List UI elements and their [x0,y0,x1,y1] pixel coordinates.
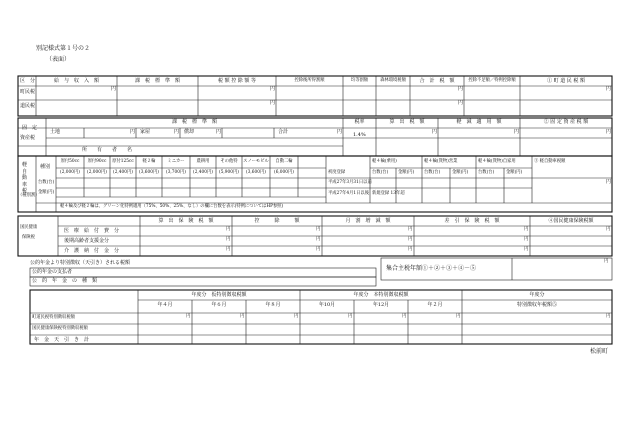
kei-car-side-sub: （種別割） [18,193,40,198]
kei-price-3: (3,600円) [139,170,159,175]
kei-class-3: 軽２輪 [142,159,156,164]
kei-amount-label: 金額(円) [38,190,55,195]
row-prefecture-tax: 道民税 [20,103,36,109]
yen-mark: 円 [348,314,353,319]
fa-sum: 合計 [278,129,289,135]
pension-head-annual: 年度分 [529,292,545,298]
yen-mark: 円 [606,179,612,185]
pension-head-final: 年度分 本特別徴収税額 [353,292,409,298]
col-town-tax: ① 町 道 民 税 額 [547,78,585,84]
col-shortfall: 控除不足額／特例控除額 [468,78,516,83]
yen-mark: 円 [604,259,609,264]
yen-mark: 円 [111,86,117,92]
fixed-asset-side: 固 定 [22,125,38,131]
fa-owner-label: 所 有 者 名 [82,147,133,153]
yen-mark: 円 [408,247,413,252]
kei-sub-count: 台数(台) [372,170,389,175]
kei-price-2: (2,400円) [113,170,133,175]
month-2: 年８月 [265,302,281,308]
yen-mark: 円 [294,314,299,319]
fa-calc-head: 算 出 税 額 [389,119,425,125]
kei-price-4: (3,700円) [166,170,186,175]
kei-class-6: その他特 [220,159,238,164]
kei-class-4: ミニカー [167,159,185,164]
yen-mark: 円 [458,86,464,92]
yen-mark: 円 [524,247,529,252]
side-label: （表面） [46,56,71,63]
pension-row-total: 年 金 天 引 き 計 [34,337,90,343]
yen-mark: 円 [408,227,413,232]
col-per-capita: 均等割額 [350,78,369,83]
yen-mark: 円 [606,129,612,135]
yen-mark: 円 [226,237,231,242]
fa-house: 家屋 [140,129,151,135]
yen-mark: 円 [316,247,321,252]
fa-rate-value: 1.4% [353,132,366,138]
pension-head-provisional: 年度分 仮特別徴収税額 [191,292,247,298]
yen-mark: 円 [316,227,321,232]
col-deduction: 税 額 控 除 額 等 [218,78,256,84]
kei4-head-b: 軽４輪(貨物)営業 [424,159,458,164]
kei-sub-amt: 金額(円) [452,170,469,175]
yen-mark: 円 [606,86,612,92]
kei-car-side: 軽 自 動 車 税 [22,162,28,194]
fa-total-head: ② 固 定 資 産 税 額 [543,119,589,125]
kei-total-head: ③ 軽自動車税額 [534,159,566,164]
kei-class-7: スノーモビル [243,159,269,164]
month-3: 年10月 [318,302,336,308]
yen-mark: 円 [524,237,529,242]
yen-mark: 円 [514,129,520,135]
yen-mark: 円 [408,237,413,242]
nhi-side-2: 保険税 [22,235,35,240]
kei-price-6: (5,900円) [219,170,239,175]
yen-mark: 円 [130,129,136,135]
kei-count-label: 台数(台) [38,180,55,185]
form-number: 別記様式第１号の２ [36,45,91,52]
kei4-head-c: 軽４輪(貨物)自家用 [478,159,516,164]
yen-mark: 円 [186,314,191,319]
month-1: 年６月 [211,302,227,308]
nhi-head-monthly: 月 割 増 減 額 [345,218,391,224]
month-0: 年４月 [157,302,173,308]
kei-sub-amt: 金額(円) [398,170,415,175]
kei-price-1: (2,000円) [87,170,107,175]
kei-reg-label: 初度登録 [328,170,346,175]
month-4: 年12月 [372,302,390,308]
yen-mark: 円 [456,314,461,319]
nhi-head-net: 差 引 保 険 税 額 [444,218,500,224]
yen-mark: 円 [226,247,231,252]
month-5: 年２月 [427,302,443,308]
kei-price-5: (2,400円) [193,170,213,175]
pension-head-annual2: 特別徴収年税額⑤ [516,302,557,308]
pension-row-nhi: 国民健康保険税特別徴収税額 [32,326,88,331]
fa-depreciable: 償却 [184,129,195,135]
kei4-head-a: 軽４輪(乗用) [372,159,397,164]
kei-reg-before: 平成27年3月31日以前 [328,180,372,185]
kei-class-5: 農耕用 [196,159,210,164]
kei-price-8: (6,000円) [274,170,294,175]
kei-reg-after: 平成27年4月1日以後 [328,191,370,196]
kei-class-0: 原付50cc [60,159,80,164]
kei-new-reg: 新規登録 13年超 [372,191,405,196]
col-forest-tax: 森林環境税額 [380,78,406,83]
fa-rate-head: 税率 [354,119,365,125]
yen-mark: 円 [270,100,276,106]
yen-mark: 円 [524,227,529,232]
kei-sub-count: 台数(台) [478,170,495,175]
yen-mark: 円 [402,314,407,319]
yen-mark: 円 [174,129,180,135]
yen-mark: 円 [606,314,611,319]
summary-formula: 集合主税年額①＋②＋③＋④－⑤ [386,265,477,272]
kei-sub-count: 台数(台) [424,170,441,175]
yen-mark: 円 [432,129,438,135]
kei-price-7: (3,600円) [246,170,266,175]
kubun-label: 区 分 [20,78,36,84]
yen-mark: 円 [316,237,321,242]
nhi-head-total: ④国民健康保険税額 [548,218,594,224]
fa-land: 土地 [50,129,61,135]
kei-kind-label: 種別 [40,164,51,170]
row-town-tax: 町民税 [20,89,36,95]
pension-payer: 公的年金の支払者 [32,269,73,275]
yen-mark: 円 [337,129,343,135]
town-name: 松前町 [590,348,609,355]
fixed-asset-side2: 資産税 [20,135,36,141]
col-salary: 給 与 収 入 額 [53,78,99,84]
col-after-deduction: 控除後所得割額 [294,78,325,83]
fa-relief-head: 軽 減 適 用 額 [456,119,502,125]
kei-class-1: 原付90cc [87,159,107,164]
yen-mark: 円 [226,227,231,232]
yen-mark: 円 [606,227,611,232]
pension-row-town: 町道民税特別徴収税額 [32,315,75,320]
nhi-row-medical: 医 療 給 付 費 分 [64,228,120,234]
yen-mark: 円 [216,129,222,135]
nhi-head-deduct: 控 除 額 [254,218,300,224]
nhi-row-elderly: 後期高齢者支援金分 [64,238,110,244]
nhi-head-calc: 算 出 保 険 税 額 [158,218,214,224]
yen-mark: 円 [458,100,464,106]
col-standard: 課 税 標 準 額 [134,78,180,84]
kei-sub-amt: 金額(円) [506,170,523,175]
kei-class-2: 原付125cc [112,159,134,164]
nhi-side-1: 国民健康 [20,225,38,230]
kei-price-0: (2,000円) [60,170,80,175]
fa-standard-head: 課 税 標 準 額 [171,119,217,125]
yen-mark: 円 [270,86,276,92]
nhi-row-care: 介 護 納 付 金 分 [64,248,120,254]
pension-kind: 公 的 年 金 の 種 類 [32,278,98,284]
kei-footnote: 軽４輪及び軽２輪は、グリーン化特例適用（75%、50%、25%、なし）の欄に台数を表示(特例についてはHP参照) [60,204,284,209]
yen-mark: 円 [240,314,245,319]
col-total-tax: 合 計 税 額 [419,78,455,84]
pension-title: 公的年金より特別徴収（天引き）される税額 [30,260,131,266]
kei-class-8: 自動二輪 [275,159,293,164]
